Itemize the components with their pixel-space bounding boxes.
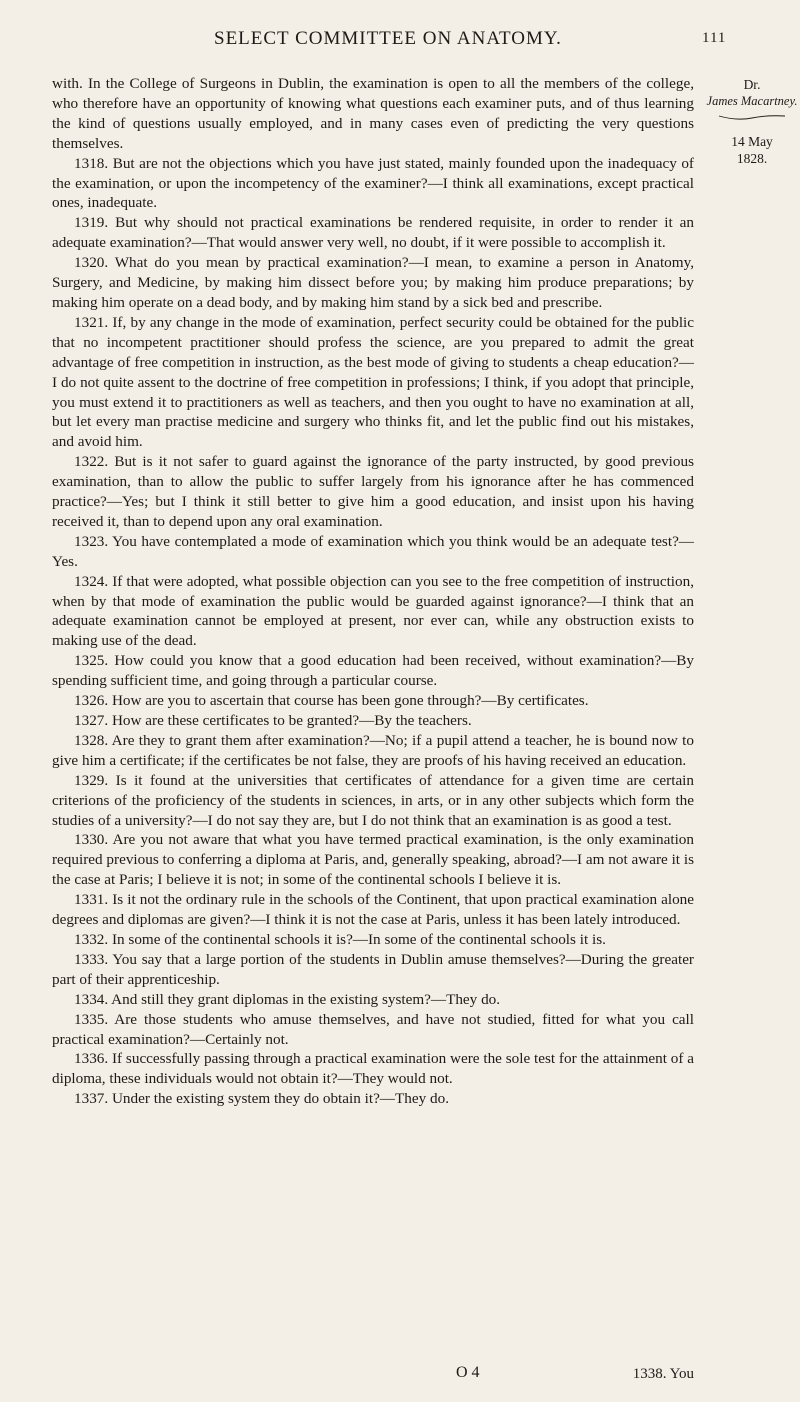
- testimony-paragraph: 1337. Under the existing system they do obtain it?—They do.: [74, 1090, 449, 1108]
- testimony-paragraph: with. In the College of Surgeons in Dublin, the examination is open to all the members of the college, who therefore have an opportunity of knowing what questions each examiner puts, and of thus learning the kind of questions usually employed, and in many cases even of predicting the very questions themselves.: [52, 75, 694, 152]
- testimony-paragraph: 1321. If, by any change in the mode of examination, perfect security could be obtained for the public that no incompetent practitioner should profess the science, are you prepared to admit the great advantage of free competition in instruction, as the best mode of giving to students a cheap education?—I do not quite assent to the doctrine of free competition in professions; I think, if you adopt that principle, you must extend it to practitioners as well as teachers, and then you ought to have no examination at all, but let every man practise medicine and surgery who thinks fit, and let the public find out his mistakes, and avoid him.: [52, 313, 694, 451]
- testimony-paragraph: 1335. Are those students who amuse themselves, and have not studied, fitted for what you call practical examination?—Certainly not.: [52, 1010, 694, 1048]
- catchword: 1338. You: [632, 1366, 694, 1382]
- testimony-paragraph: 1323. You have contemplated a mode of examination which you think would be an adequate test?—Yes.: [52, 532, 694, 570]
- witness-prefix: Dr.: [743, 77, 761, 92]
- date-day-month: 14 May: [731, 134, 773, 149]
- swash-ornament: [717, 113, 787, 123]
- testimony-paragraph: 1324. If that were adopted, what possible objection can you see to the free competition of instruction, when by that mode of examination the public would be guarded against ignorance?—I think that an adequate examination cannot be employed at present, nor ever can, while any obstruction exists to making use of the dead.: [52, 572, 694, 650]
- testimony-text: [52, 74, 694, 1109]
- testimony-paragraph: 1325. How could you know that a good education had been received, without examination?—By spending sufficient time, and going through a particular course.: [52, 652, 694, 690]
- testimony-paragraph: 1334. And still they grant diplomas in the existing system?—They do.: [74, 990, 501, 1008]
- testimony-paragraph: 1329. Is it found at the universities that certificates of attendance for a given time are certain criterions of the proficiency of the students in sciences, in arts, or in any other subjects which form the studies of a university?—I do not say they are, but I do not think that an examination is as good a test.: [52, 771, 694, 829]
- testimony-paragraph: 1319. But why should not practical examinations be rendered requisite, in order to render it an adequate examination?—That would answer very well, no doubt, if it were possible to accomplish it.: [52, 214, 694, 252]
- testimony-paragraph: 1333. You say that a large portion of the students in Dublin amuse themselves?—During the greater part of their apprenticeship.: [52, 950, 694, 988]
- date-year: 1828.: [736, 151, 768, 166]
- page-title: SELECT COMMITTEE ON ANATOMY.: [214, 28, 562, 49]
- testimony-paragraph: 1328. Are they to grant them after examination?—No; if a pupil attend a teacher, he is bound now to give him a certificate; if the certificates be not false, they are proofs of his having received an education.: [52, 731, 694, 769]
- testimony-paragraph: 1330. Are you not aware that what you have termed practical examination, is the only examination required previous to conferring a diploma at Paris, and, generally speaking, abroad?—I am not aware it is the case at Paris; I believe it is not; in some of the continental schools I believe it is.: [52, 831, 694, 889]
- signature-mark: O 4: [456, 1364, 480, 1381]
- testimony-paragraph: 1326. How are you to ascertain that course has been gone through?—By certificates.: [74, 692, 589, 710]
- testimony-paragraph: 1336. If successfully passing through a practical examination were the sole test for the attainment of a diploma, these individuals would not obtain it?—They would not.: [52, 1050, 694, 1088]
- testimony-paragraph: 1322. But is it not safer to guard against the ignorance of the party instructed, by good previous examination, than to allow the public to suffer largely from his ignorance after he has commenced practice?—Yes; but I think it still better to give him a good education, and insist upon his having received it, than to depend upon any oral examination.: [52, 453, 694, 530]
- page-number: 111: [702, 30, 727, 46]
- witness-name: James Macartney.: [706, 94, 798, 108]
- testimony-paragraph: 1318. But are not the objections which you have just stated, mainly founded upon the inadequacy of the examination, or upon the incompetency of the examiner?—I think all examinations, except practical ones, inadequate.: [52, 154, 694, 212]
- testimony-paragraph: 1327. How are these certificates to be granted?—By the teachers.: [74, 712, 472, 729]
- page-footer: [52, 1364, 694, 1388]
- margin-note: [704, 76, 800, 167]
- testimony-paragraph: 1331. Is it not the ordinary rule in the schools of the Continent, that upon practical examination alone degrees and diplomas are given?—I think it is not the case at Paris, unless it has been lately introduced.: [52, 891, 694, 929]
- testimony-paragraph: 1320. What do you mean by practical examination?—I mean, to examine a person in Anatomy, Surgery, and Medicine, by making him dissect before you; by making him produce preparations; by making him operate on a dead body, and by making him stand by a sick bed and prescribe.: [52, 254, 694, 311]
- testimony-paragraph: 1332. In some of the continental schools it is?—In some of the continental schools it is.: [74, 930, 606, 948]
- running-head: [214, 28, 727, 50]
